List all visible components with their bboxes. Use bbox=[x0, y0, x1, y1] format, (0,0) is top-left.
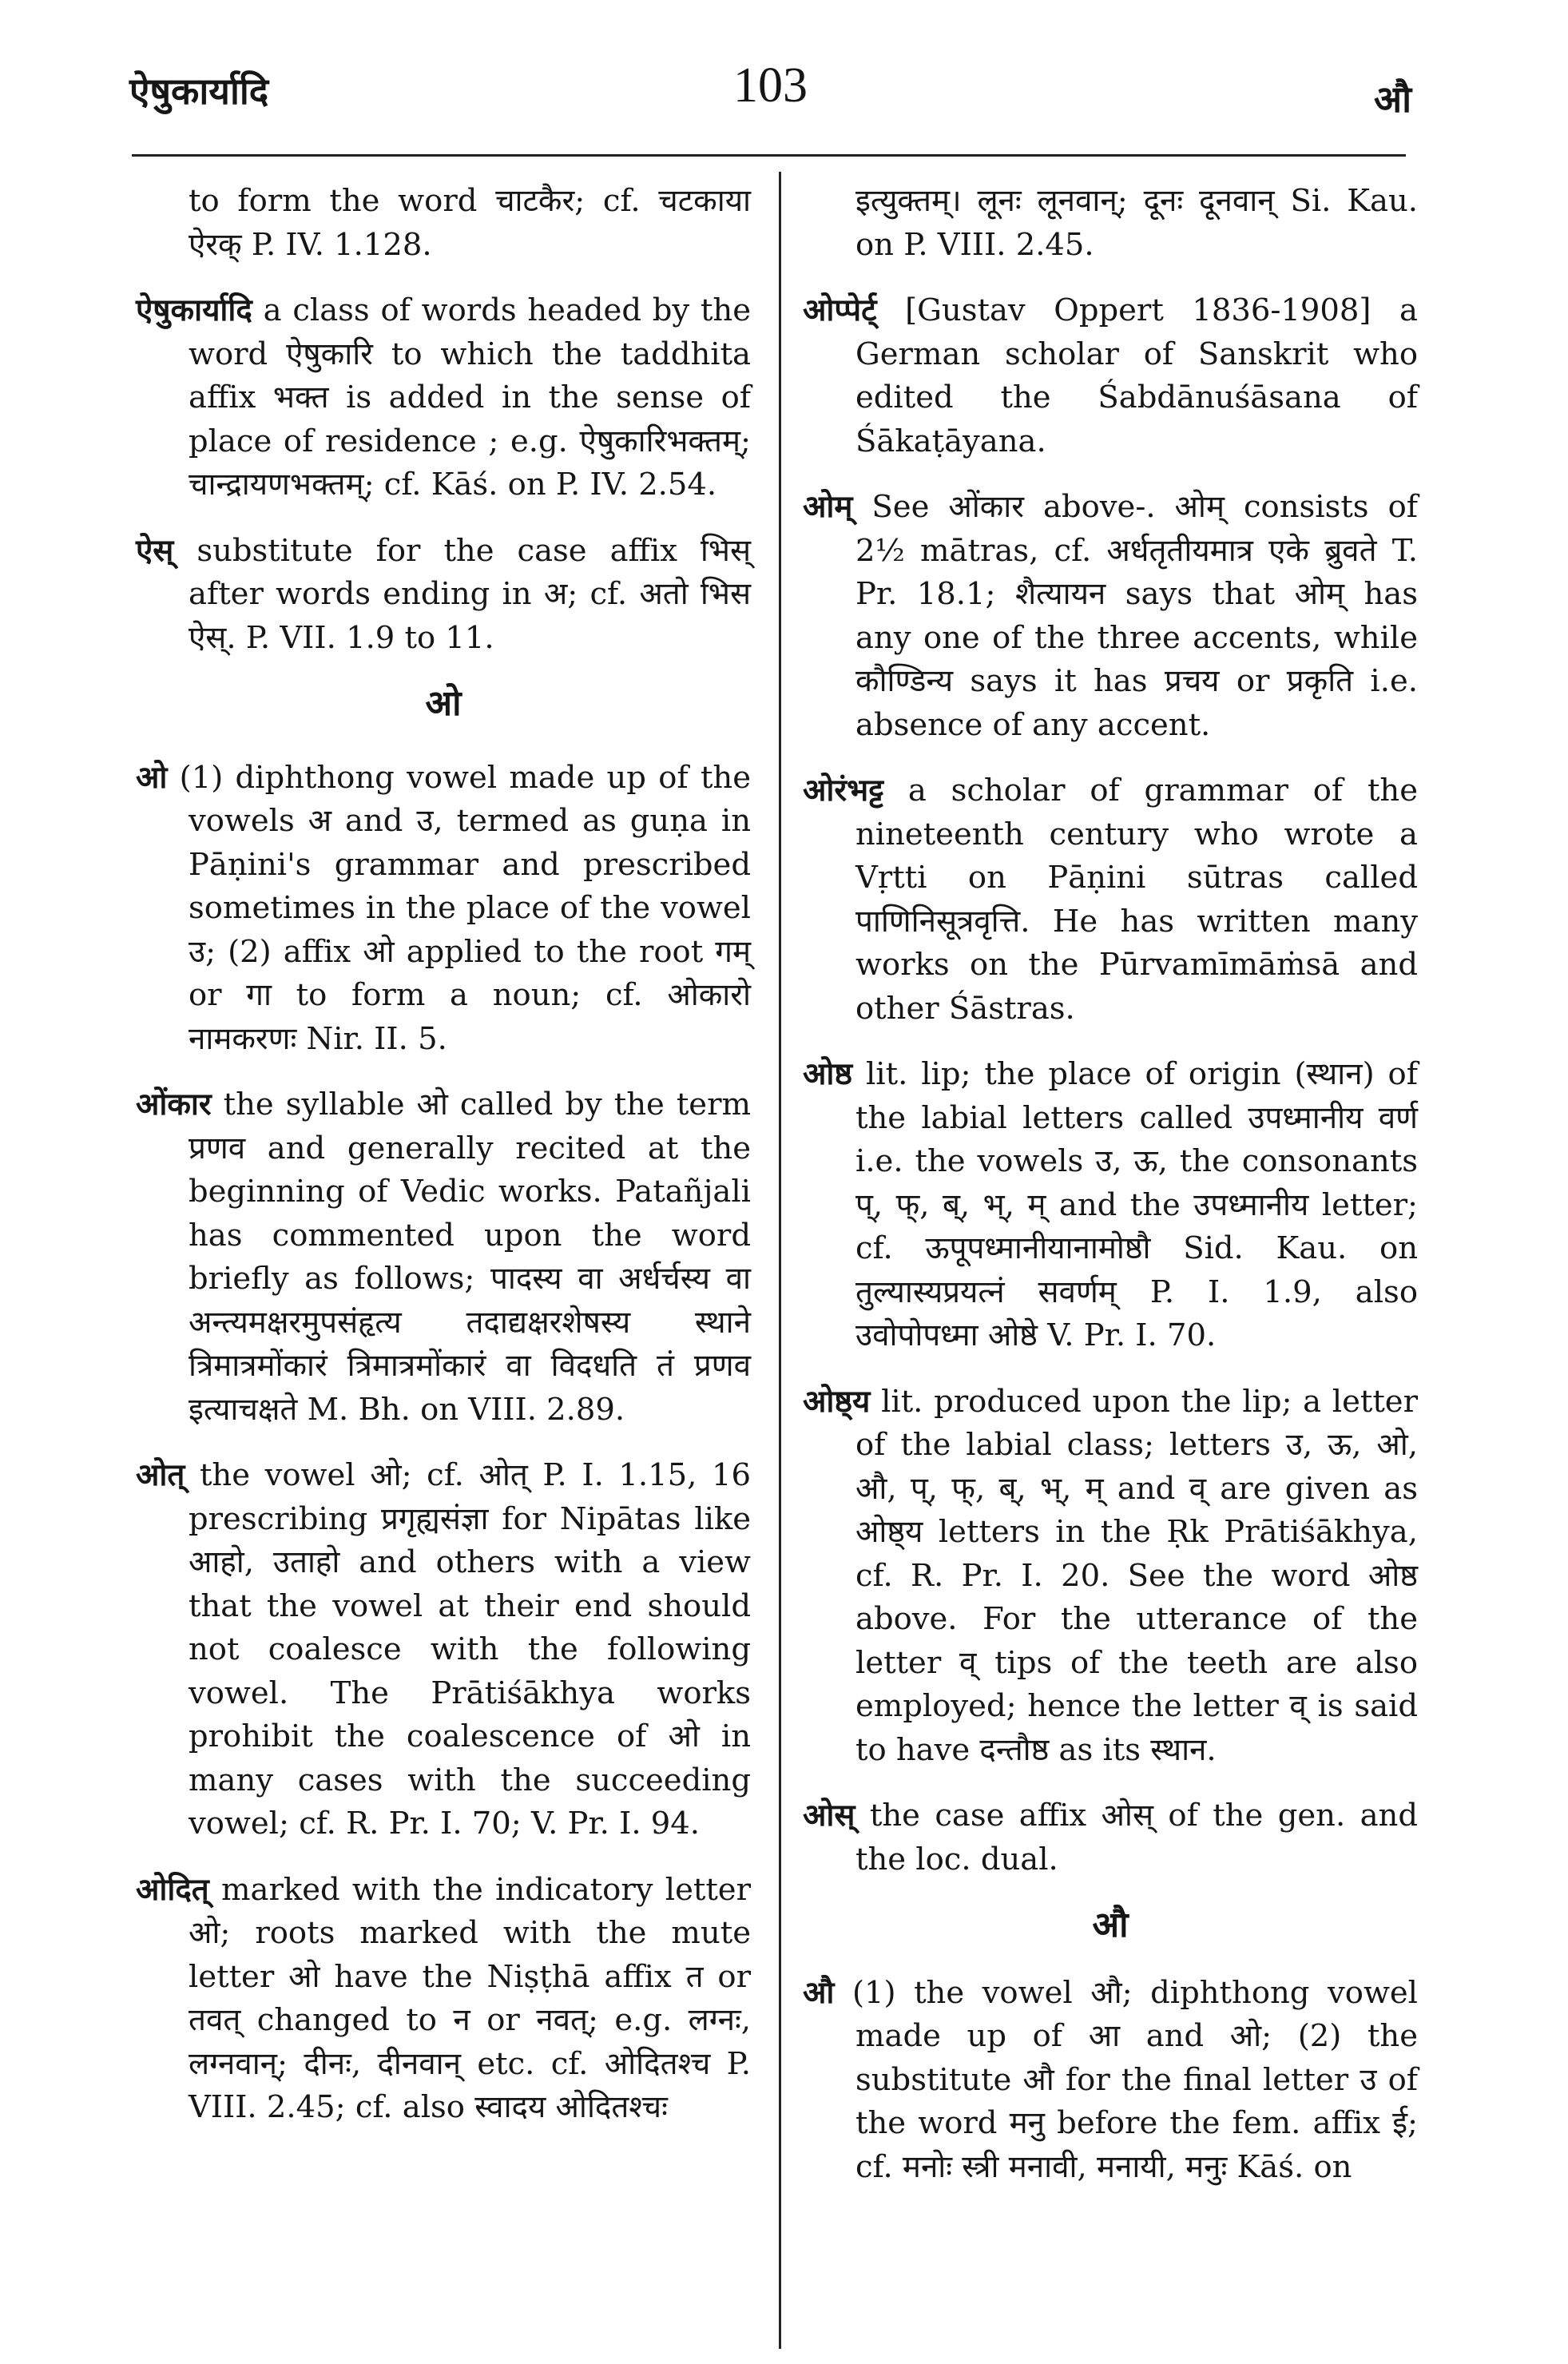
entry-headword: ओंकार bbox=[136, 1087, 212, 1122]
header-rule bbox=[132, 154, 1406, 157]
entry-body: lit. produced upon the lip; a letter of the labial class; letters उ, ऊ, ओ, औ, प्, फ्, ब्, भ्, म् and व् are given as ओष्ठ्य letters in the Ṛk Prātiśākhya, cf. R. Pr. I. 20. See the word ओष्ठ above. For the utterance of the letter व् tips of the teeth are also employed; hence the letter व् is said to have दन्तौष्ठ as its स्थान. bbox=[855, 1383, 1418, 1768]
entry-headword: ओप्पेर्ट् bbox=[803, 292, 877, 328]
running-head-left: ऐषुकार्यादि bbox=[129, 70, 269, 113]
section-heading: ओ bbox=[425, 683, 462, 724]
entry-headword: ओ bbox=[136, 759, 168, 796]
running-head-right: औ bbox=[1374, 77, 1412, 121]
dictionary-entry bbox=[803, 1794, 1418, 1881]
page-number: 103 bbox=[733, 58, 808, 113]
right-column bbox=[803, 180, 1418, 2211]
dictionary-entry bbox=[136, 180, 751, 267]
entry-headword: ओष्ठ bbox=[803, 1056, 853, 1092]
dictionary-entry bbox=[136, 289, 751, 507]
entry-body: marked with the indicatory letter ओ; roots marked with the mute letter ओ have the Niṣṭhā affix त or तवत् changed to न or नवत्; e.g. लग्नः, लग्नवान्; दीनः, दीनवान् etc. cf. ओदितश्च P. VIII. 2.45; cf. also स्वादय ओदितश्चः bbox=[189, 1871, 751, 2125]
dictionary-entry bbox=[136, 1869, 751, 2130]
entry-body: the syllable ओ called by the term प्रणव and generally recited at the beginning of Vedic works. Patañjali has commented upon the word briefly as follows; पादस्य वा अर्धर्चस्य वा अन्त्यमक्षरमुपसंहृत्य तदाद्यक्षरशेषस्य स्थाने त्रिमात्रमोंकारं त्रिमात्रमोंकारं वा विदधति तं प्रणव इत्याचक्षते M. Bh. on VIII. 2.89. bbox=[189, 1087, 751, 1428]
dictionary-entry bbox=[136, 1083, 751, 1432]
entry-headword: औ bbox=[803, 1974, 835, 2011]
section-heading: औ bbox=[1092, 1905, 1129, 1945]
entry-body: See ओंकार above-. ओम् consists of 2½ mātras, cf. अर्धतृतीयमात्र एके ब्रुवते T. Pr. 18.1; शैत्यायन says that ओम् has any one of the three accents, while कौण्डिन्य says it has प्रचय or प्रकृति i.e. absence of any accent. bbox=[852, 489, 1418, 743]
dictionary-entry bbox=[803, 289, 1418, 463]
entry-body: substitute for the case affix भिस् after words ending in अ; cf. अतो भिस ऐस्. P. VII. 1.9 to 11. bbox=[173, 532, 751, 656]
entry-body: (1) the vowel औ; diphthong vowel made up of आ and ओ; (2) the substitute औ for the final letter उ of the word मनु before the fem. affix ई; cf. मनोः स्त्री मनावी, मनायी, मनुः Kāś. on bbox=[834, 1974, 1418, 2185]
entry-headword: ऐस् bbox=[136, 532, 174, 569]
entry-body: the vowel ओ; cf. ओत् P. I. 1.15, 16 prescribing प्रगृह्यसंज्ञा for Nipātas like आहो, उताहो and others with a view that the vowel at their end should not coalesce with the following vowel. The Prātiśākhya works prohibit the coalescence of ओ in many cases with the succeeding vowel; cf. R. Pr. I. 70; V. Pr. I. 94. bbox=[185, 1457, 751, 1842]
entry-headword: ओम् bbox=[803, 489, 853, 525]
dictionary-entry bbox=[803, 769, 1418, 1031]
entry-headword: ओदित् bbox=[136, 1871, 209, 1908]
entry-body: the case affix ओस् of the gen. and the loc. dual. bbox=[855, 1798, 1418, 1877]
entry-body: (1) diphthong vowel made up of the vowels अ and उ, termed as guṇa in Pāṇini's grammar and prescribed sometimes in the place of the vowel उ; (2) affix ओ applied to the root गम् or गा to form a noun; cf. ओकारो नामकरणः Nir. II. 5. bbox=[167, 759, 751, 1057]
dictionary-entry bbox=[136, 1454, 751, 1846]
dictionary-entry bbox=[803, 1381, 1418, 1773]
dictionary-entry bbox=[803, 1972, 1418, 2190]
entry-headword: ओष्ठ्य bbox=[803, 1383, 871, 1420]
entry-body: इत्युक्तम्। लूनः लूनवान्; दूनः दूनवान् Si. Kau. on P. VIII. 2.45. bbox=[855, 183, 1418, 263]
entry-body: a class of words headed by the word ऐषुकारि to which the taddhita affix भक्त is added in the sense of place of residence ; e.g. ऐषुकारिभक्तम्; चान्द्रायणभक्तम्; cf. Kāś. on P. IV. 2.54. bbox=[189, 292, 751, 503]
dictionary-entry bbox=[136, 530, 751, 661]
dictionary-entry bbox=[803, 1053, 1418, 1358]
dictionary-entry bbox=[803, 486, 1418, 747]
dictionary-entry bbox=[803, 180, 1418, 267]
entry-headword: ओस् bbox=[803, 1798, 855, 1834]
entry-body: [Gustav Oppert 1836-1908] a German scholar of Sanskrit who edited the Śabdānuśāsana of Śākaṭāyana. bbox=[855, 292, 1418, 459]
entry-headword: ओत् bbox=[136, 1457, 185, 1493]
left-column bbox=[136, 180, 751, 2152]
entry-body: lit. lip; the place of origin (स्थान) of the labial letters called उपध्मानीय वर्ण i.e. the vowels उ, ऊ, the consonants प्, फ्, ब्, भ्, म् and the उपध्मानीय letter; cf. ऊपूपध्मानीयानामोष्ठौ Sid. Kau. on तुल्यास्यप्रयत्नं सवर्णम् P. I. 1.9, also उवोपोपध्मा ओष्ठे V. Pr. I. 70. bbox=[852, 1056, 1418, 1353]
column-divider bbox=[779, 172, 781, 2349]
page-header bbox=[0, 0, 1568, 160]
entry-body: to form the word चाटकैर; cf. चटकाया ऐरक् P. IV. 1.128. bbox=[189, 183, 751, 263]
dictionary-entry bbox=[136, 757, 751, 1062]
entry-headword: ऐषुकार्यादि bbox=[136, 292, 252, 328]
entry-body: a scholar of grammar of the nineteenth century who wrote a Vṛtti on Pāṇini sūtras called पाणिनिसूत्रवृत्ति. He has written many works on the Pūrvamīmāṁsā and other Śāstras. bbox=[855, 773, 1418, 1027]
entry-headword: ओरंभट्ट bbox=[803, 773, 884, 809]
